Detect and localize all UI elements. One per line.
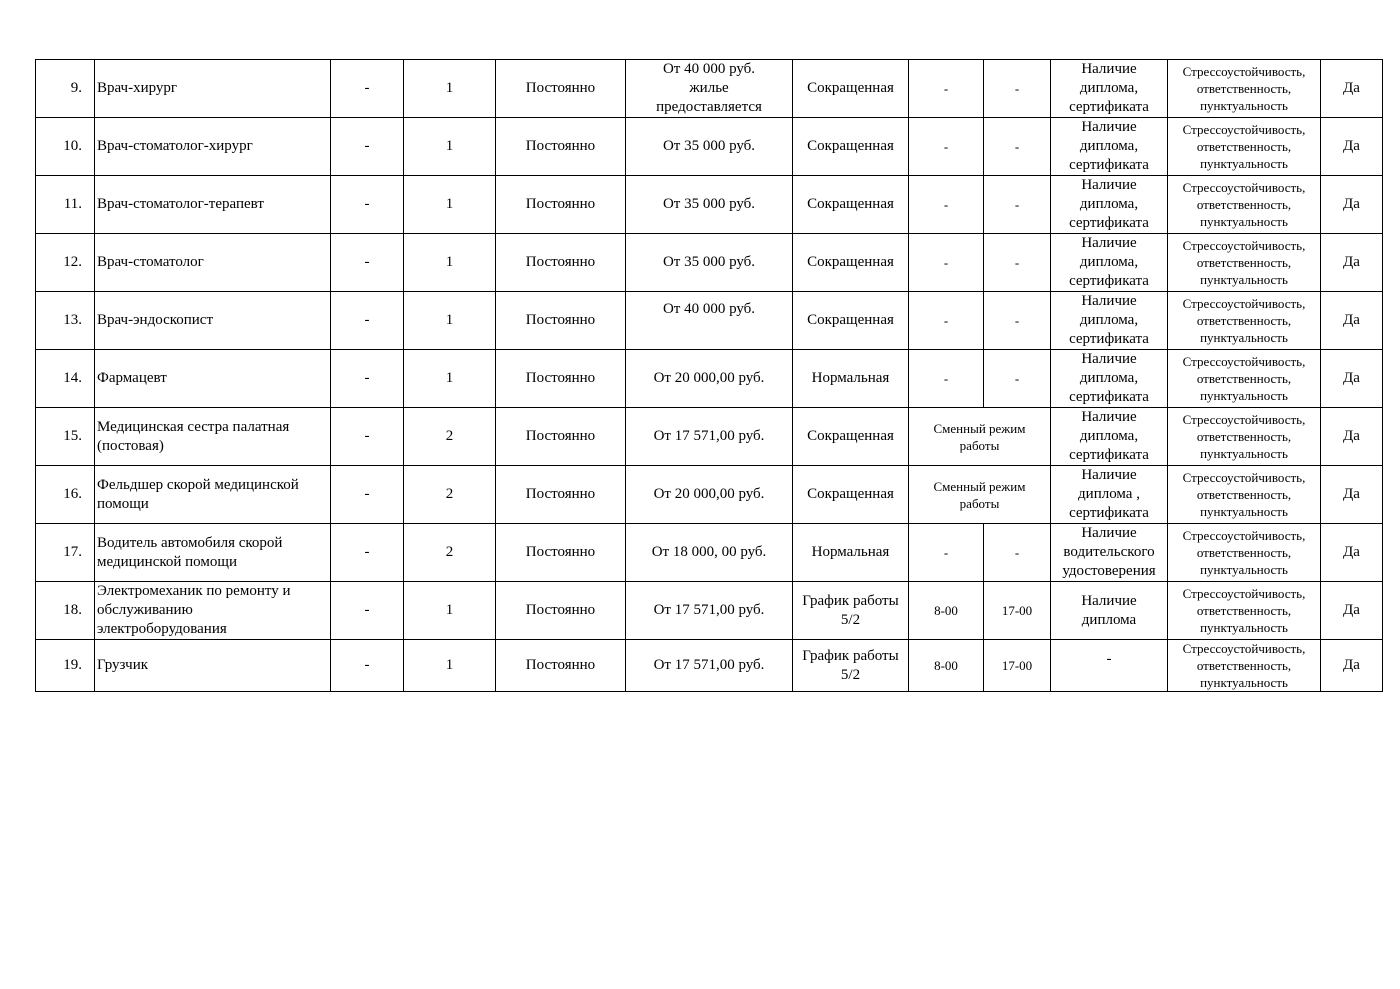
table-row xyxy=(36,60,1383,118)
cell-type: Постоянно xyxy=(496,524,626,582)
cell-line: сертификата xyxy=(1069,447,1149,463)
cell-line: Стрессоустойчивость, xyxy=(1182,122,1306,137)
cell-mode: Сокращенная xyxy=(793,234,909,292)
cell-line: удостоверения xyxy=(1062,563,1156,579)
cell-ans: Да xyxy=(1321,350,1383,408)
cell-salary: От 20 000,00 руб. xyxy=(626,466,793,524)
cell-line: Электромеханик по ремонту и xyxy=(97,583,291,599)
cell-line: 5/2 xyxy=(840,666,861,683)
cell-qty: 1 xyxy=(404,292,496,350)
cell-req xyxy=(1051,292,1168,350)
cell-start: - xyxy=(909,60,984,118)
cell-mode: Сокращенная xyxy=(793,408,909,466)
cell-mode xyxy=(793,640,909,692)
cell-line: пунктуальность xyxy=(1200,156,1288,171)
cell-c3: - xyxy=(331,60,404,118)
cell-line: сертификата xyxy=(1069,505,1149,521)
cell-name: Врач-эндоскопист xyxy=(95,292,331,350)
cell-line: работы xyxy=(959,495,1000,511)
cell-line: ответственность, xyxy=(1196,487,1292,502)
cell-c3: - xyxy=(331,524,404,582)
cell-line: Наличие xyxy=(1081,409,1137,425)
cell-line: ответственность, xyxy=(1196,429,1292,444)
table-row xyxy=(36,408,1383,466)
cell-line: пунктуальность xyxy=(1200,98,1288,113)
cell-shift xyxy=(909,408,1051,466)
cell-qty: 1 xyxy=(404,234,496,292)
cell-line: График работы xyxy=(802,592,899,609)
cell-line: пунктуальность xyxy=(1200,388,1288,403)
cell-qty: 2 xyxy=(404,408,496,466)
cell-line: ответственность, xyxy=(1196,139,1292,154)
cell-end: - xyxy=(984,524,1051,582)
cell-salary: От 17 571,00 руб. xyxy=(626,640,793,692)
cell-line: пунктуальность xyxy=(1200,272,1288,287)
cell-end: 17-00 xyxy=(984,582,1051,640)
cell-req xyxy=(1051,234,1168,292)
cell-end: - xyxy=(984,292,1051,350)
table-row xyxy=(36,466,1383,524)
cell-num: 19. xyxy=(36,640,95,692)
cell-qual xyxy=(1168,60,1321,118)
cell-line: График работы xyxy=(802,647,899,664)
cell-start: 8-00 xyxy=(909,640,984,692)
cell-line: Стрессоустойчивость, xyxy=(1182,470,1306,485)
cell-line: Стрессоустойчивость, xyxy=(1182,296,1306,311)
cell-start: 8-00 xyxy=(909,582,984,640)
cell-line: сертификата xyxy=(1069,215,1149,231)
cell-type: Постоянно xyxy=(496,582,626,640)
cell-name: Врач-стоматолог-хирург xyxy=(95,118,331,176)
cell-line: сертификата xyxy=(1069,99,1149,115)
table-row xyxy=(36,176,1383,234)
cell-num: 9. xyxy=(36,60,95,118)
cell-line: Стрессоустойчивость, xyxy=(1182,180,1306,195)
cell-ans: Да xyxy=(1321,234,1383,292)
cell-line: ответственность, xyxy=(1196,81,1292,96)
cell-line: диплома , xyxy=(1078,486,1140,502)
cell-mode: Сокращенная xyxy=(793,176,909,234)
cell-mode: Сокращенная xyxy=(793,466,909,524)
vacancy-table xyxy=(35,59,1383,692)
cell-line: Наличие xyxy=(1081,467,1137,483)
cell-qty: 2 xyxy=(404,524,496,582)
cell-type: Постоянно xyxy=(496,60,626,118)
cell-req xyxy=(1051,176,1168,234)
cell-line: пунктуальность xyxy=(1200,214,1288,229)
cell-line: ответственность, xyxy=(1196,603,1292,618)
cell-line: ответственность, xyxy=(1196,658,1292,673)
cell-qual xyxy=(1168,466,1321,524)
cell-req xyxy=(1051,582,1168,640)
cell-line: диплома, xyxy=(1079,370,1139,386)
cell-salary: От 18 000, 00 руб. xyxy=(626,524,793,582)
vacancy-table-body xyxy=(36,60,1383,692)
cell-c3: - xyxy=(331,408,404,466)
cell-line: Наличие xyxy=(1081,177,1137,193)
cell-qty: 1 xyxy=(404,60,496,118)
cell-salary: От 35 000 руб. xyxy=(626,234,793,292)
cell-line: Стрессоустойчивость, xyxy=(1182,354,1306,369)
cell-line: диплома, xyxy=(1079,196,1139,212)
cell-end: - xyxy=(984,118,1051,176)
cell-mode xyxy=(793,582,909,640)
cell-mode: Нормальная xyxy=(793,524,909,582)
cell-start: - xyxy=(909,176,984,234)
cell-line: сертификата xyxy=(1069,273,1149,289)
cell-qty: 1 xyxy=(404,640,496,692)
cell-qual xyxy=(1168,524,1321,582)
cell-start: - xyxy=(909,292,984,350)
cell-line: Стрессоустойчивость, xyxy=(1182,238,1306,253)
table-row xyxy=(36,524,1383,582)
cell-end: - xyxy=(984,60,1051,118)
cell-line: Наличие xyxy=(1081,351,1137,367)
table-row xyxy=(36,350,1383,408)
cell-req: - xyxy=(1051,640,1168,692)
cell-line: Наличие xyxy=(1081,61,1137,77)
cell-line: Фельдшер скорой медицинской xyxy=(97,476,299,493)
cell-line: медицинской помощи xyxy=(97,553,237,570)
cell-line: Наличие xyxy=(1081,293,1137,309)
cell-qual xyxy=(1168,582,1321,640)
cell-line: Стрессоустойчивость, xyxy=(1182,528,1306,543)
cell-type: Постоянно xyxy=(496,466,626,524)
table-row xyxy=(36,118,1383,176)
cell-qual xyxy=(1168,176,1321,234)
cell-mode: Сокращенная xyxy=(793,118,909,176)
cell-type: Постоянно xyxy=(496,176,626,234)
cell-req xyxy=(1051,466,1168,524)
cell-end: - xyxy=(984,234,1051,292)
cell-ans: Да xyxy=(1321,408,1383,466)
cell-line: Наличие xyxy=(1081,592,1137,609)
cell-req xyxy=(1051,524,1168,582)
cell-qual xyxy=(1168,408,1321,466)
cell-start: - xyxy=(909,350,984,408)
cell-name xyxy=(95,408,331,466)
cell-name: Фармацевт xyxy=(95,350,331,408)
table-row xyxy=(36,640,1383,692)
cell-salary: От 35 000 руб. xyxy=(626,118,793,176)
cell-ans: Да xyxy=(1321,60,1383,118)
cell-line: Стрессоустойчивость, xyxy=(1182,641,1306,656)
cell-line: диплома, xyxy=(1079,312,1139,328)
cell-qty: 1 xyxy=(404,582,496,640)
cell-line: пунктуальность xyxy=(1200,562,1288,577)
cell-start: - xyxy=(909,524,984,582)
cell-mode: Нормальная xyxy=(793,350,909,408)
cell-line: диплома, xyxy=(1079,138,1139,154)
cell-line: Наличие xyxy=(1081,235,1137,251)
cell-type: Постоянно xyxy=(496,118,626,176)
cell-qty: 1 xyxy=(404,176,496,234)
cell-ans: Да xyxy=(1321,292,1383,350)
cell-line: диплома, xyxy=(1079,80,1139,96)
cell-line: пунктуальность xyxy=(1200,675,1288,690)
cell-name: Врач-стоматолог xyxy=(95,234,331,292)
cell-c3: - xyxy=(331,582,404,640)
cell-salary: От 17 571,00 руб. xyxy=(626,408,793,466)
cell-num: 12. xyxy=(36,234,95,292)
cell-qual xyxy=(1168,640,1321,692)
cell-qual xyxy=(1168,292,1321,350)
cell-line: ответственность, xyxy=(1196,371,1292,386)
cell-line: электроборудования xyxy=(97,621,227,637)
cell-c3: - xyxy=(331,118,404,176)
cell-req xyxy=(1051,350,1168,408)
cell-end: - xyxy=(984,350,1051,408)
cell-c3: - xyxy=(331,292,404,350)
cell-ans: Да xyxy=(1321,176,1383,234)
cell-name: Врач-стоматолог-терапевт xyxy=(95,176,331,234)
cell-num: 18. xyxy=(36,582,95,640)
cell-num: 15. xyxy=(36,408,95,466)
cell-salary: От 35 000 руб. xyxy=(626,176,793,234)
cell-line: Медицинская сестра палатная xyxy=(97,418,290,435)
cell-name xyxy=(95,524,331,582)
cell-ans: Да xyxy=(1321,118,1383,176)
table-row xyxy=(36,234,1383,292)
cell-line: водительского xyxy=(1063,544,1155,560)
cell-name xyxy=(95,466,331,524)
cell-line: Стрессоустойчивость, xyxy=(1182,412,1306,427)
cell-c3: - xyxy=(331,176,404,234)
cell-line: диплома, xyxy=(1079,254,1139,270)
cell-mode: Сокращенная xyxy=(793,60,909,118)
cell-line: пунктуальность xyxy=(1200,504,1288,519)
cell-line: жилье xyxy=(689,80,729,96)
cell-name xyxy=(95,582,331,640)
cell-line: От 40 000 руб. xyxy=(662,61,756,77)
cell-line: Стрессоустойчивость, xyxy=(1182,586,1306,601)
cell-line: ответственность, xyxy=(1196,255,1292,270)
cell-qual xyxy=(1168,234,1321,292)
cell-line: Водитель автомобиля скорой xyxy=(97,534,283,551)
cell-salary: От 40 000 руб. xyxy=(626,292,793,350)
cell-qual xyxy=(1168,350,1321,408)
cell-ans: Да xyxy=(1321,640,1383,692)
cell-mode: Сокращенная xyxy=(793,292,909,350)
cell-name: Врач-хирург xyxy=(95,60,331,118)
cell-line: обслуживанию xyxy=(97,602,193,618)
cell-qty: 1 xyxy=(404,118,496,176)
cell-num: 11. xyxy=(36,176,95,234)
cell-line: ответственность, xyxy=(1196,197,1292,212)
cell-line: пунктуальность xyxy=(1200,330,1288,345)
cell-num: 10. xyxy=(36,118,95,176)
cell-type: Постоянно xyxy=(496,234,626,292)
cell-num: 16. xyxy=(36,466,95,524)
table-row xyxy=(36,292,1383,350)
cell-line: работы xyxy=(959,437,1000,453)
cell-num: 13. xyxy=(36,292,95,350)
cell-req xyxy=(1051,408,1168,466)
cell-type: Постоянно xyxy=(496,408,626,466)
cell-line: Стрессоустойчивость, xyxy=(1182,64,1306,79)
cell-line: Наличие xyxy=(1081,525,1137,541)
cell-req xyxy=(1051,60,1168,118)
cell-line: Сменный режим xyxy=(933,420,1026,436)
cell-num: 14. xyxy=(36,350,95,408)
cell-line: ответственность, xyxy=(1196,313,1292,328)
cell-line: диплома xyxy=(1081,611,1137,628)
cell-c3: - xyxy=(331,350,404,408)
cell-start: - xyxy=(909,234,984,292)
cell-line: пунктуальность xyxy=(1200,620,1288,635)
cell-qty: 1 xyxy=(404,350,496,408)
cell-name: Грузчик xyxy=(95,640,331,692)
cell-ans: Да xyxy=(1321,524,1383,582)
cell-type: Постоянно xyxy=(496,640,626,692)
cell-qty: 2 xyxy=(404,466,496,524)
cell-line: 5/2 xyxy=(840,611,861,628)
cell-c3: - xyxy=(331,466,404,524)
cell-type: Постоянно xyxy=(496,350,626,408)
cell-line: пунктуальность xyxy=(1200,446,1288,461)
cell-line: Сменный режим xyxy=(933,478,1026,494)
cell-c3: - xyxy=(331,640,404,692)
cell-line: Наличие xyxy=(1081,119,1137,135)
cell-c3: - xyxy=(331,234,404,292)
cell-salary xyxy=(626,60,793,118)
cell-line: сертификата xyxy=(1069,331,1149,347)
table-row xyxy=(36,582,1383,640)
cell-salary: От 17 571,00 руб. xyxy=(626,582,793,640)
cell-line: сертификата xyxy=(1069,389,1149,405)
cell-req xyxy=(1051,118,1168,176)
cell-end: 17-00 xyxy=(984,640,1051,692)
cell-line: предоставляется xyxy=(656,99,762,115)
cell-line: (постовая) xyxy=(97,437,164,454)
cell-ans: Да xyxy=(1321,466,1383,524)
cell-type: Постоянно xyxy=(496,292,626,350)
cell-line: сертификата xyxy=(1069,157,1149,173)
cell-qual xyxy=(1168,118,1321,176)
cell-line: ответственность, xyxy=(1196,545,1292,560)
cell-shift xyxy=(909,466,1051,524)
cell-start: - xyxy=(909,118,984,176)
cell-line: помощи xyxy=(97,495,149,512)
cell-ans: Да xyxy=(1321,582,1383,640)
cell-line: диплома, xyxy=(1079,428,1139,444)
cell-num: 17. xyxy=(36,524,95,582)
cell-end: - xyxy=(984,176,1051,234)
cell-salary: От 20 000,00 руб. xyxy=(626,350,793,408)
